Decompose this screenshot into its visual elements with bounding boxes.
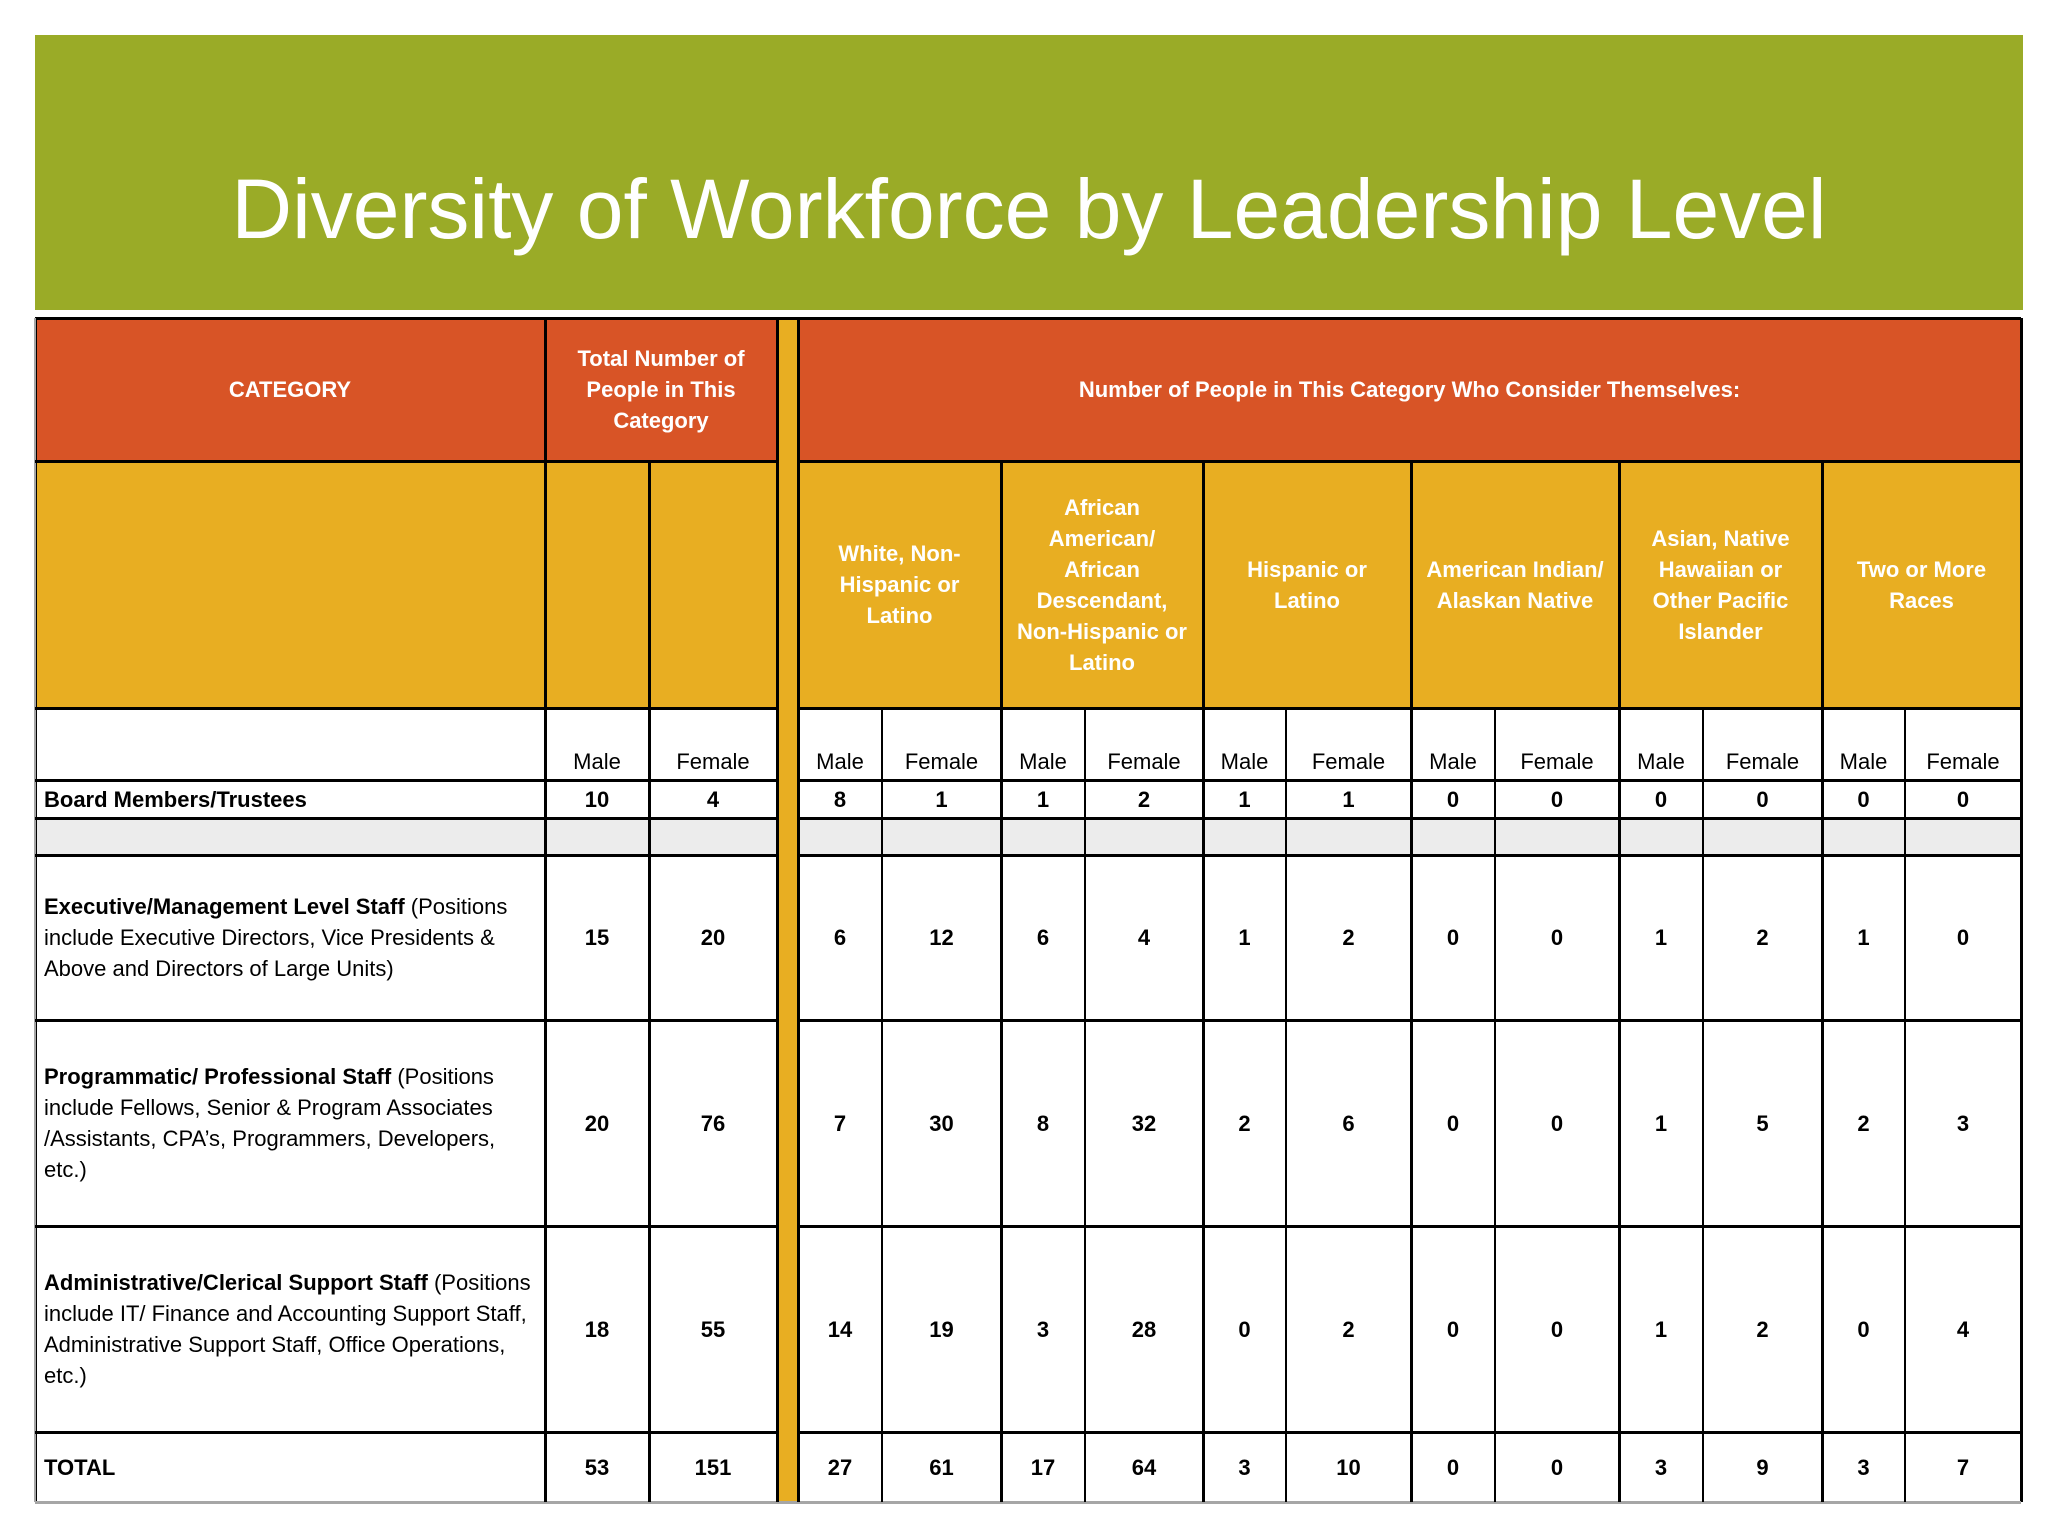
grid-line (798, 1019, 2021, 1022)
grid-line (1410, 461, 1413, 1502)
page-title: Diversity of Workforce by Leadership Level (231, 162, 1827, 256)
value-cell: 1 (1654, 1110, 1668, 1136)
grid-line (798, 854, 2021, 857)
value-cell: 20 (584, 1110, 610, 1136)
value-cell: 0 (1654, 786, 1668, 812)
value-cell: 0 (1550, 786, 1564, 812)
value-cell: 0 (1550, 925, 1564, 950)
value-cell: 1 (1036, 786, 1050, 812)
grid-line (34, 318, 36, 1502)
grid-line (544, 318, 547, 1502)
grid-line (798, 817, 2021, 820)
group-header: White, Non-Hispanic or Latino (838, 541, 961, 628)
value-cell: 8 (833, 786, 847, 812)
value-cell: 4 (1137, 925, 1151, 950)
grid-line (35, 1431, 777, 1434)
value-cell: 10 (1336, 1454, 1361, 1480)
group-header: Hispanic or Latino (1247, 556, 1367, 613)
grid-line (1084, 708, 1086, 1502)
value-cell: 3 (1238, 1454, 1251, 1480)
value-cell: 32 (1131, 1110, 1157, 1136)
value-cell: 10 (584, 786, 610, 812)
male-subheader: Male (1019, 749, 1067, 774)
grid-line (1702, 708, 1704, 1502)
value-cell: 3 (1956, 1110, 1970, 1136)
value-cell: 14 (827, 1316, 853, 1342)
category-text (44, 1267, 537, 1391)
value-cell: 20 (700, 925, 726, 950)
value-cell: 12 (929, 925, 954, 950)
category-name: TOTAL (44, 1454, 116, 1480)
grid-line (776, 318, 779, 1502)
value-cell: 2 (1137, 786, 1151, 812)
grid-line (35, 1019, 777, 1022)
grid-line (35, 460, 777, 463)
category-header: CATEGORY (228, 377, 352, 402)
grid-line (798, 707, 2021, 710)
category-name: Executive/Management Level Staff (44, 894, 405, 919)
grid-line (881, 708, 883, 1502)
grid-line (1285, 708, 1287, 1502)
group-header: African American/ African Descendant, Non-Hispanic or Latino (1017, 494, 1187, 675)
category-text (44, 1061, 537, 1185)
value-cell: 7 (833, 1110, 847, 1136)
category-text (44, 891, 537, 984)
grid-line (1202, 461, 1205, 1502)
value-cell: 1 (1857, 925, 1870, 950)
grid-line (35, 779, 777, 782)
row-category (35, 855, 545, 1020)
value-cell: 28 (1131, 1316, 1157, 1342)
value-cell: 30 (929, 1110, 954, 1136)
value-cell: 6 (1342, 1110, 1355, 1136)
value-cell: 0 (1550, 1110, 1564, 1136)
grid-line (798, 460, 2021, 463)
female-subheader: Female (1107, 749, 1181, 774)
value-cell: 4 (1956, 1316, 1970, 1342)
female-subheader: Female (1725, 749, 1800, 774)
value-cell: 0 (1446, 1454, 1460, 1480)
value-cell: 2 (1857, 1110, 1870, 1136)
value-cell: 76 (700, 1110, 726, 1136)
value-cell: 3 (1036, 1316, 1050, 1342)
value-cell: 5 (1756, 1110, 1769, 1136)
value-cell: 0 (1446, 786, 1460, 812)
value-cell: 3 (1857, 1454, 1870, 1480)
value-cell: 0 (1238, 1316, 1251, 1342)
value-cell: 0 (1446, 1110, 1460, 1136)
category-name: Administrative/Clerical Support Staff (44, 1270, 428, 1295)
grid-line (1904, 708, 1906, 1502)
value-cell: 2 (1756, 1316, 1769, 1342)
value-cell: 0 (1857, 786, 1870, 812)
grid-line (1000, 461, 1003, 1502)
female-subheader: Female (1520, 749, 1594, 774)
value-cell: 15 (584, 925, 610, 950)
category-note: (Positions include IT/ Finance and Accounting Support Staff, Administrative Support Staff, Office Operations, etc.) (44, 1270, 531, 1388)
value-cell: 0 (1550, 1454, 1564, 1480)
male-subheader: Male (1637, 749, 1685, 774)
value-cell: 1 (1238, 925, 1251, 950)
group-header: Two or More Races (1856, 556, 1987, 613)
category-note: (Positions include Fellows, Senior & Program Associates /Assistants, CPA’s, Programmers, Developers, etc.) (44, 1064, 496, 1182)
value-cell: 8 (1036, 1110, 1050, 1136)
value-cell: 1 (1654, 925, 1668, 950)
value-cell: 2 (1342, 1316, 1355, 1342)
group-header: Asian, Native Hawaiian or Other Pacific Islander (1651, 525, 1790, 644)
male-subheader: Male (1429, 749, 1477, 774)
value-cell: 27 (827, 1454, 853, 1480)
value-cell: 19 (929, 1316, 954, 1342)
row-category (35, 780, 545, 818)
value-cell: 1 (935, 786, 948, 812)
grid-line (797, 318, 800, 1502)
grid-line (2020, 318, 2023, 1502)
gold-separator (777, 318, 798, 1502)
grid-line (35, 317, 2021, 320)
grid-line (1494, 708, 1496, 1502)
value-cell: 55 (700, 1316, 726, 1342)
value-cell: 151 (694, 1454, 732, 1480)
value-cell: 6 (833, 925, 847, 950)
value-cell: 17 (1030, 1454, 1056, 1480)
value-cell: 2 (1238, 1110, 1251, 1136)
grid-line (798, 1431, 2021, 1434)
total-header: Total Number of People in This Category (577, 346, 745, 433)
value-cell: 1 (1342, 786, 1355, 812)
female-subheader: Female (904, 749, 979, 774)
consider-header: Number of People in This Category Who Consider Themselves: (1078, 377, 1741, 402)
male-subheader: Male (573, 749, 621, 774)
value-cell: 0 (1956, 925, 1970, 950)
female-subheader: Female (1311, 749, 1386, 774)
value-cell: 6 (1036, 925, 1050, 950)
value-cell: 0 (1857, 1316, 1870, 1342)
female-subheader: Female (676, 749, 750, 774)
grid-line (35, 1501, 2021, 1504)
female-subheader: Female (1926, 749, 2000, 774)
value-cell: 1 (1238, 786, 1251, 812)
gold-band-left (35, 461, 777, 708)
value-cell: 53 (584, 1454, 610, 1480)
category-text (44, 1452, 115, 1483)
value-cell: 2 (1756, 925, 1769, 950)
grid-line (35, 707, 777, 710)
blank-row-left (35, 818, 777, 855)
row-category (35, 1432, 545, 1502)
value-cell: 0 (1956, 786, 1970, 812)
male-subheader: Male (816, 749, 864, 774)
value-cell: 61 (929, 1454, 954, 1480)
row-category (35, 1020, 545, 1226)
grid-line (798, 1225, 2021, 1228)
value-cell: 4 (706, 786, 720, 812)
grid-line (35, 817, 777, 820)
grid-line (35, 854, 777, 857)
value-cell: 18 (584, 1316, 610, 1342)
category-name: Board Members/Trustees (44, 786, 307, 812)
value-cell: 0 (1446, 925, 1460, 950)
row-category (35, 1226, 545, 1432)
grid-line (1821, 461, 1824, 1502)
grid-line (648, 461, 651, 1502)
value-cell: 0 (1446, 1316, 1460, 1342)
value-cell: 7 (1956, 1454, 1970, 1480)
category-name: Programmatic/ Professional Staff (44, 1064, 392, 1089)
male-subheader: Male (1839, 749, 1888, 774)
category-note: (Positions include Executive Directors, Vice Presidents & Above and Directors of Large Units) (44, 894, 508, 981)
male-subheader: Male (1220, 749, 1269, 774)
grid-line (1618, 461, 1621, 1502)
category-text (44, 784, 307, 815)
value-cell: 9 (1756, 1454, 1769, 1480)
value-cell: 1 (1654, 1316, 1668, 1342)
value-cell: 3 (1654, 1454, 1668, 1480)
group-header: American Indian/ Alaskan Native (1426, 556, 1604, 613)
value-cell: 2 (1342, 925, 1355, 950)
grid-line (798, 779, 2021, 782)
value-cell: 64 (1131, 1454, 1157, 1480)
grid-line (35, 1225, 777, 1228)
value-cell: 0 (1756, 786, 1769, 812)
value-cell: 0 (1550, 1316, 1564, 1342)
